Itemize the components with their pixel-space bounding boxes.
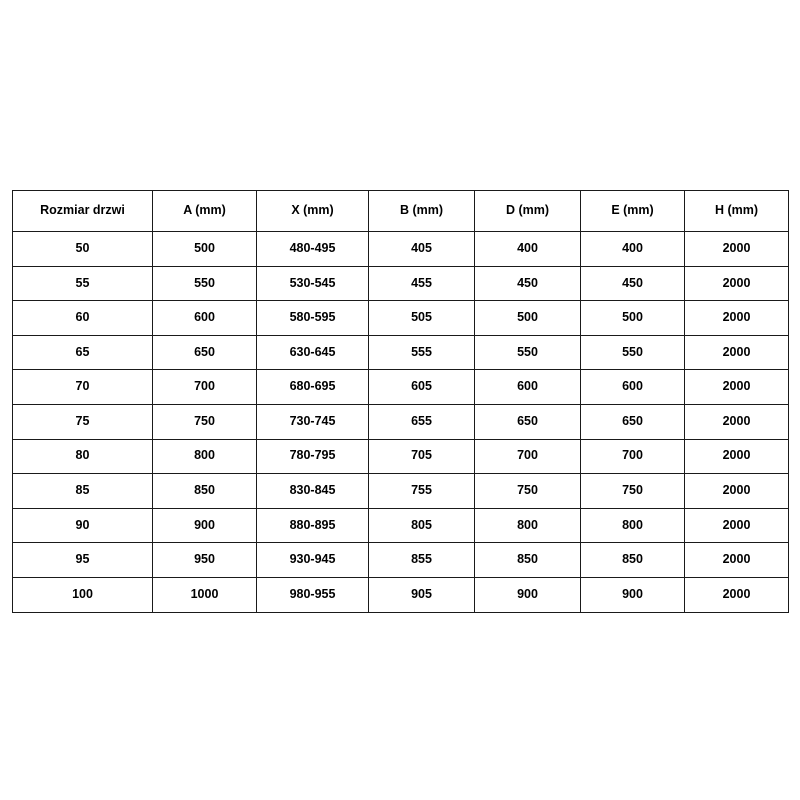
cell-e: 700: [581, 439, 685, 474]
table-header: [13, 191, 789, 232]
cell-a: 600: [153, 301, 257, 336]
cell-d: 650: [475, 404, 581, 439]
cell-h: 2000: [685, 474, 789, 509]
cell-e: 550: [581, 335, 685, 370]
cell-h: 2000: [685, 301, 789, 336]
cell-size: 50: [13, 232, 153, 267]
table-row: [13, 474, 789, 509]
cell-e: 400: [581, 232, 685, 267]
cell-x: 680-695: [257, 370, 369, 405]
table-row: [13, 370, 789, 405]
table-row: [13, 266, 789, 301]
cell-size: 75: [13, 404, 153, 439]
cell-b: 705: [369, 439, 475, 474]
cell-x: 780-795: [257, 439, 369, 474]
cell-size: 90: [13, 508, 153, 543]
column-header-a: A (mm): [153, 191, 257, 232]
cell-d: 800: [475, 508, 581, 543]
table-row: [13, 404, 789, 439]
column-header-size: Rozmiar drzwi: [13, 191, 153, 232]
cell-b: 555: [369, 335, 475, 370]
column-header-e: E (mm): [581, 191, 685, 232]
cell-size: 95: [13, 543, 153, 578]
cell-x: 480-495: [257, 232, 369, 267]
cell-a: 950: [153, 543, 257, 578]
table-row: [13, 543, 789, 578]
cell-b: 655: [369, 404, 475, 439]
cell-size: 80: [13, 439, 153, 474]
cell-e: 600: [581, 370, 685, 405]
column-header-b: B (mm): [369, 191, 475, 232]
table-row: [13, 301, 789, 336]
cell-x: 980-955: [257, 577, 369, 612]
cell-d: 600: [475, 370, 581, 405]
cell-b: 505: [369, 301, 475, 336]
cell-b: 855: [369, 543, 475, 578]
cell-e: 800: [581, 508, 685, 543]
table-row: [13, 335, 789, 370]
column-header-x: X (mm): [257, 191, 369, 232]
column-header-d: D (mm): [475, 191, 581, 232]
cell-e: 850: [581, 543, 685, 578]
cell-e: 500: [581, 301, 685, 336]
cell-x: 930-945: [257, 543, 369, 578]
cell-size: 85: [13, 474, 153, 509]
cell-d: 500: [475, 301, 581, 336]
cell-a: 650: [153, 335, 257, 370]
cell-x: 830-845: [257, 474, 369, 509]
cell-d: 550: [475, 335, 581, 370]
cell-b: 805: [369, 508, 475, 543]
cell-h: 2000: [685, 370, 789, 405]
cell-a: 700: [153, 370, 257, 405]
cell-a: 800: [153, 439, 257, 474]
cell-h: 2000: [685, 266, 789, 301]
cell-e: 750: [581, 474, 685, 509]
cell-h: 2000: [685, 439, 789, 474]
cell-b: 455: [369, 266, 475, 301]
cell-d: 400: [475, 232, 581, 267]
cell-a: 500: [153, 232, 257, 267]
cell-e: 900: [581, 577, 685, 612]
cell-size: 70: [13, 370, 153, 405]
cell-d: 700: [475, 439, 581, 474]
table-row: [13, 577, 789, 612]
cell-h: 2000: [685, 508, 789, 543]
cell-h: 2000: [685, 404, 789, 439]
cell-x: 730-745: [257, 404, 369, 439]
cell-h: 2000: [685, 232, 789, 267]
cell-h: 2000: [685, 577, 789, 612]
table-row: [13, 232, 789, 267]
cell-h: 2000: [685, 335, 789, 370]
cell-a: 750: [153, 404, 257, 439]
cell-x: 880-895: [257, 508, 369, 543]
cell-b: 605: [369, 370, 475, 405]
cell-d: 900: [475, 577, 581, 612]
spec-table-container: [12, 190, 788, 613]
table-row: [13, 439, 789, 474]
cell-a: 900: [153, 508, 257, 543]
cell-e: 650: [581, 404, 685, 439]
cell-d: 450: [475, 266, 581, 301]
cell-size: 55: [13, 266, 153, 301]
cell-size: 60: [13, 301, 153, 336]
column-header-h: H (mm): [685, 191, 789, 232]
cell-size: 100: [13, 577, 153, 612]
cell-x: 530-545: [257, 266, 369, 301]
cell-x: 580-595: [257, 301, 369, 336]
cell-x: 630-645: [257, 335, 369, 370]
cell-b: 405: [369, 232, 475, 267]
cell-b: 755: [369, 474, 475, 509]
table-row: [13, 508, 789, 543]
table-body: [13, 232, 789, 613]
cell-d: 750: [475, 474, 581, 509]
cell-a: 850: [153, 474, 257, 509]
cell-a: 1000: [153, 577, 257, 612]
cell-e: 450: [581, 266, 685, 301]
cell-a: 550: [153, 266, 257, 301]
table-header-row: [13, 191, 789, 232]
cell-size: 65: [13, 335, 153, 370]
cell-b: 905: [369, 577, 475, 612]
cell-d: 850: [475, 543, 581, 578]
cell-h: 2000: [685, 543, 789, 578]
door-size-spec-table: [12, 190, 789, 613]
